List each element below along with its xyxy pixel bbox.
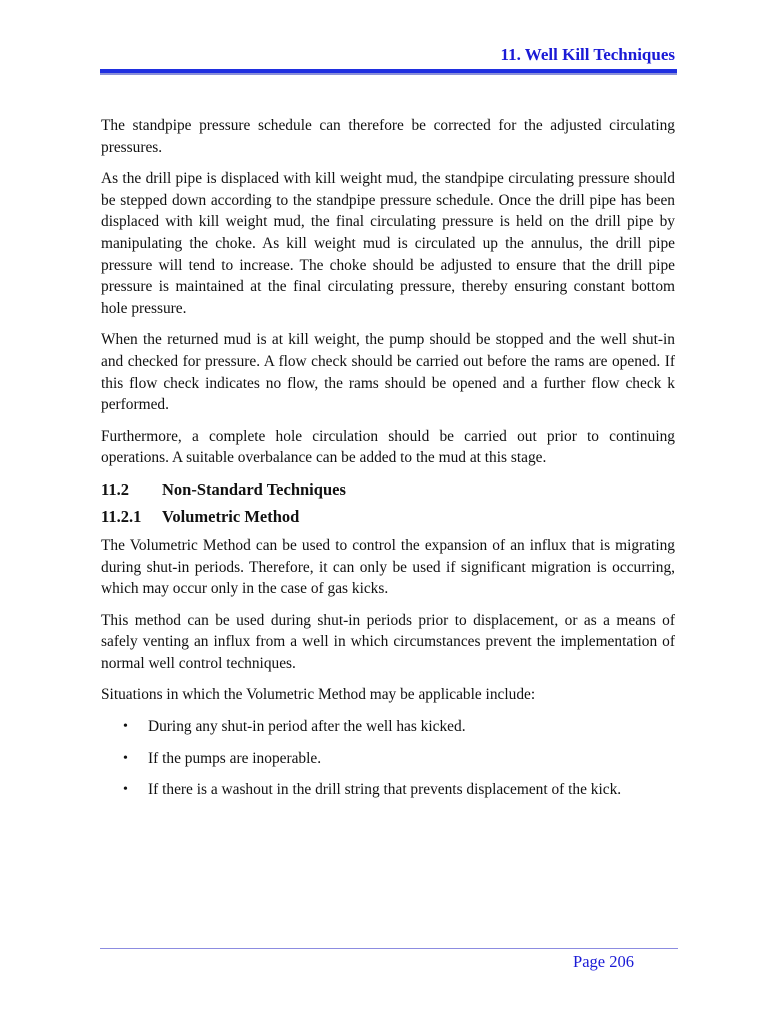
body-paragraph: The Volumetric Method can be used to control the expansion of an influx that is migrating during shut-in periods. Therefore, it can only be used if significant migration is occurring, which may occur only in the case of gas kicks. bbox=[101, 536, 675, 598]
list-item-text: If the pumps are inoperable. bbox=[148, 749, 322, 767]
subsection-title: Volumetric Method bbox=[162, 506, 300, 526]
bullet-icon: • bbox=[123, 782, 128, 798]
section-number: 11.2 bbox=[101, 479, 129, 499]
page-number: Page 206 bbox=[573, 952, 634, 971]
list-item bbox=[101, 748, 675, 770]
header-rule bbox=[100, 69, 677, 75]
subsection-number: 11.2.1 bbox=[101, 506, 142, 526]
page-header-title: 11. Well Kill Techniques bbox=[500, 45, 675, 64]
body-paragraph: Situations in which the Volumetric Method may be applicable include: bbox=[101, 686, 536, 704]
bullet-list bbox=[101, 716, 675, 801]
body-paragraph: When the returned mud is at kill weight, the pump should be stopped and the well shut-in and checked for pressure. A flow check should be carried out before the rams are opened. If this flow check indicates no flow, the rams should be opened and a further flow check k performed. bbox=[101, 331, 675, 414]
bullet-icon: • bbox=[123, 719, 128, 735]
page-body bbox=[101, 115, 675, 811]
section-heading bbox=[101, 479, 675, 501]
list-item-text: If there is a washout in the drill string that prevents displacement of the kick. bbox=[148, 781, 622, 799]
list-item bbox=[101, 716, 675, 738]
bullet-icon: • bbox=[123, 750, 128, 766]
body-paragraph: As the drill pipe is displaced with kill weight mud, the standpipe circulating pressure should be stepped down according to the standpipe pressure schedule. Once the drill pipe has been displaced with kill weight mud, the final circulating pressure is held on the drill pipe by manipulating the choke. As kill weight mud is circulated up the annulus, the drill pipe pressure will tend to increase. The choke should be adjusted to ensure that the drill pipe pressure is maintained at the final circulating pressure, thereby ensuring constant bottom hole pressure. bbox=[101, 170, 675, 317]
body-paragraph: This method can be used during shut-in periods prior to displacement, or as a means of safely venting an influx from a well in which circumstances prevent the implementation of normal well control techniques. bbox=[101, 611, 675, 672]
section-title: Non-Standard Techniques bbox=[162, 479, 346, 499]
list-item bbox=[101, 779, 675, 801]
list-item-text: During any shut-in period after the well has kicked. bbox=[148, 718, 466, 736]
body-paragraph: Furthermore, a complete hole circulation should be carried out prior to continuing operations. A suitable overbalance can be added to the mud at this stage. bbox=[101, 427, 675, 467]
body-paragraph: The standpipe pressure schedule can therefore be corrected for the adjusted circulating pressures. bbox=[101, 117, 675, 156]
subsection-heading bbox=[101, 506, 675, 528]
footer-rule bbox=[100, 948, 678, 949]
